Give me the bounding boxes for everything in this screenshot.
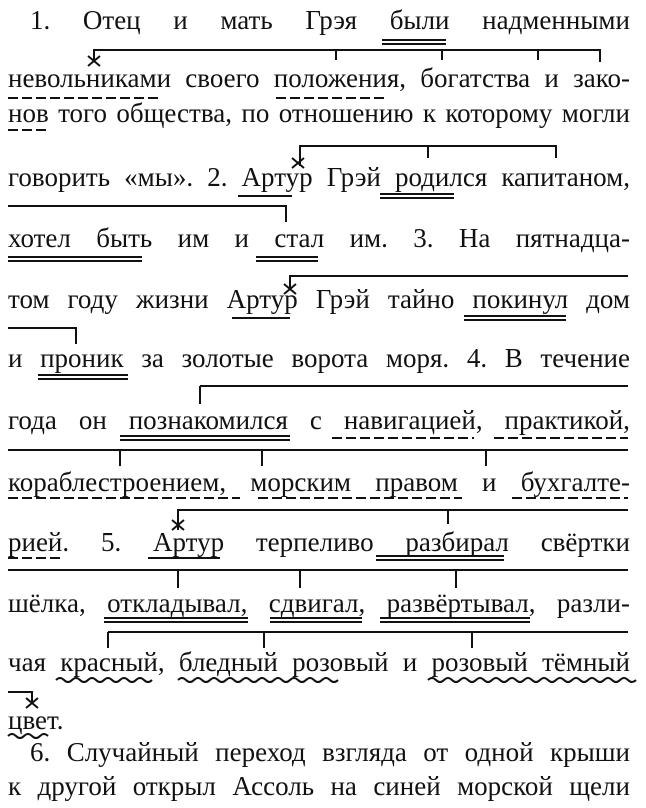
word: 4. [466, 343, 488, 373]
word: 6. [30, 737, 51, 767]
word: и [402, 647, 418, 677]
word: пятнадца- [515, 223, 630, 253]
word: щели [569, 771, 630, 801]
word: моря. [385, 343, 450, 373]
word: Грэй [315, 284, 370, 314]
word: к [422, 98, 437, 128]
word: на [330, 771, 357, 801]
word: хотел [8, 223, 71, 253]
word: бледный [178, 647, 278, 677]
word: богатства [420, 63, 531, 93]
word: переход [215, 737, 306, 767]
word: том [8, 284, 50, 314]
word: другой [37, 771, 117, 801]
word: положения, [273, 63, 407, 93]
word: На [458, 223, 491, 253]
word: жизни [135, 284, 209, 314]
word: покинул [472, 284, 569, 314]
word: Грэй [326, 162, 381, 192]
word: крыши [549, 737, 630, 767]
word: бухгалте- [520, 467, 630, 497]
word: красный, [60, 647, 165, 677]
word: течение [540, 343, 630, 373]
word: 5. [100, 527, 122, 557]
word: году [67, 284, 118, 314]
word: невольниками [8, 63, 172, 93]
word: 1. [30, 5, 51, 35]
word: синей [373, 771, 441, 801]
word: которому [445, 98, 553, 128]
word: свёртки [540, 527, 630, 557]
word: розовый [292, 647, 389, 677]
word: родился [394, 162, 488, 192]
word: морским [250, 467, 352, 497]
word: говорить [8, 162, 111, 192]
word: Случайный [66, 737, 199, 767]
word: правом [375, 467, 458, 497]
word: навигацией, [343, 405, 483, 435]
word: года [8, 405, 57, 435]
word: терпеливо [255, 527, 374, 557]
word: тайно [387, 284, 455, 314]
word: им [177, 223, 210, 253]
word: открыл [132, 771, 216, 801]
word: чая [8, 647, 46, 677]
word: того [58, 98, 107, 128]
word: к [8, 771, 22, 801]
word: могли [561, 98, 630, 128]
word: Артур [241, 162, 313, 192]
word: за [141, 343, 164, 373]
word: стал [274, 223, 325, 253]
word: проник [40, 343, 124, 373]
word: быть [96, 223, 153, 253]
word: познакомился [128, 405, 288, 435]
word: ворота [291, 343, 369, 373]
word: по [241, 98, 270, 128]
word: развёртывал, [386, 588, 536, 618]
word: капитаном, [501, 162, 630, 192]
word: своего [185, 63, 260, 93]
word: мать [220, 5, 273, 35]
word: «мы». [124, 162, 194, 192]
word: и [173, 5, 188, 35]
word: Грэя [305, 5, 358, 35]
word: 3. [413, 223, 434, 253]
word: зако- [573, 63, 630, 93]
word: Артур [226, 284, 298, 314]
word: морской [457, 771, 553, 801]
word: разбирал [405, 527, 509, 557]
word: откладывал, [107, 588, 248, 618]
word: кораблестроением, [8, 467, 227, 497]
word: тёмный [542, 647, 630, 677]
word: были [389, 5, 450, 35]
word: Артур [152, 527, 225, 557]
word: и [482, 467, 497, 497]
word: им. [349, 223, 388, 253]
word: Отец [82, 5, 141, 35]
word: рией. [8, 527, 70, 557]
word: с [309, 405, 322, 435]
word: нов [8, 98, 49, 128]
word: он [78, 405, 107, 435]
word: сдвигал, [268, 588, 366, 618]
word: В [504, 343, 523, 373]
word: одной [464, 737, 534, 767]
word: Ассоль [232, 771, 315, 801]
word: и [544, 63, 559, 93]
word: золотые [181, 343, 274, 373]
word: цвет. [8, 705, 64, 735]
word: общества, [116, 98, 232, 128]
word: шёлка, [8, 588, 86, 618]
word: дом [586, 284, 630, 314]
underline-marks [8, 40, 636, 738]
word: и [234, 223, 249, 253]
word: надменными [482, 5, 630, 35]
word: разли- [556, 588, 630, 618]
word: практикой, [504, 405, 630, 435]
word: от [423, 737, 449, 767]
word: розовый [431, 647, 528, 677]
word: и [8, 343, 23, 373]
word: 2. [207, 162, 228, 192]
word: отношению [278, 98, 414, 128]
word: взгляда [322, 737, 407, 767]
